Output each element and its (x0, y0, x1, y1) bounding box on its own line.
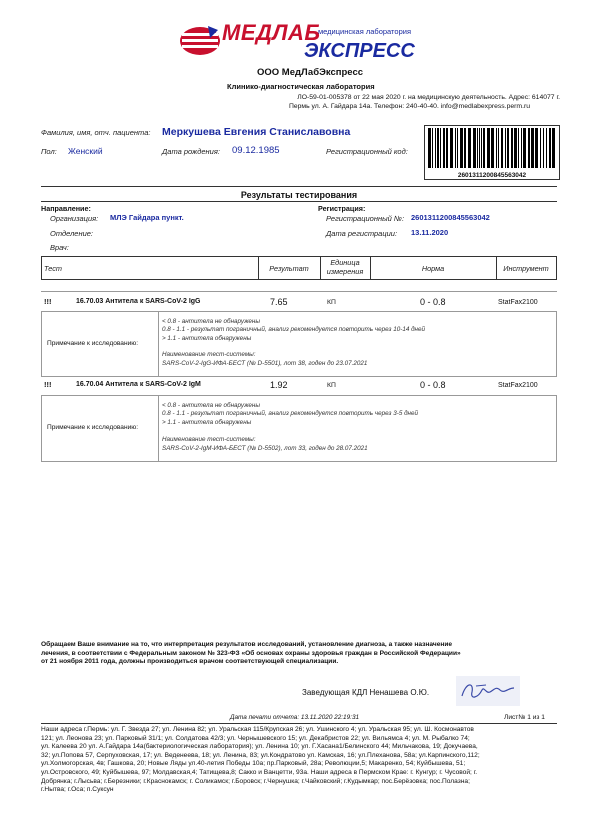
barcode-bar (540, 128, 541, 168)
row1-flag: !!! (44, 297, 52, 306)
row2-instrument: StatFax2100 (498, 382, 538, 389)
barcode-bar (514, 128, 517, 168)
address-line-7: Добрянка; г.Лысьва; г.Березники; г.Краснокамск; г. Соликамск; г.Боровск; г.Чернушка; г.Чайковский; г.Кудымкар; пос.Берёзовка; пос.Полазна; (41, 777, 470, 785)
signature-icon (456, 676, 520, 706)
barcode-bar (498, 128, 499, 168)
barcode-bar (460, 128, 463, 168)
barcode-bar (443, 128, 445, 168)
patient-name-label: Фамилия, имя, отч. пациента: (41, 128, 151, 137)
barcode-bar (457, 128, 458, 168)
dob-label: Дата рождения: (162, 147, 220, 156)
row2-unit: КП (327, 382, 336, 389)
col-unit-2: измерения (326, 267, 364, 276)
barcode-bar (487, 128, 490, 168)
address-line-8: г.Нытва; г.Оса; п.Суксун (41, 786, 114, 794)
org-value: МЛЭ Гайдара пункт. (110, 213, 184, 222)
row2-norm: 0 - 0.8 (420, 380, 446, 390)
doctor-label: Врач: (50, 243, 69, 252)
barcode-bar (552, 128, 555, 168)
row1-note-1: < 0.8 - антитела не обнаружены (162, 318, 261, 325)
row1-unit: КП (327, 299, 336, 306)
row2-note-2: 0.8 - 1.1 - результат пограничный, анализ рекомендуется повторить через 3-5 дней (162, 410, 419, 417)
barcode-bar (543, 128, 544, 168)
row2-note-3: > 1.1 - антитела обнаружены (162, 419, 252, 426)
barcode-bar (446, 128, 448, 168)
barcode-bar (521, 128, 522, 168)
signature-label: Заведующая КДЛ Ненашева О.Ю. (302, 688, 430, 697)
barcode-bar (440, 128, 441, 168)
row2-test-name: 16.70.04 Антитела к SARS-CoV-2 IgM (76, 381, 201, 388)
row2-note-label: Примечание к исследованию: (47, 424, 139, 431)
barcode-bar (435, 128, 436, 168)
reg-code-label: Регистрационный код: (326, 147, 408, 156)
barcode-bar (450, 128, 453, 168)
address-line-1: Наши адреса г.Пермь: ул. Г. Звезда 27; ул. Ленина 82; ул. Уральская 115/Крупская 26; ул. Ушинского 4; ул. Уральская 95; ул. Ш. Космонавтов (41, 726, 474, 733)
barcode-bar (464, 128, 466, 168)
referral-label: Направление: (41, 204, 91, 213)
col-instrument: Инструмент (503, 264, 549, 273)
print-date: Дата печати отчета: 13.11.2020 22:19:31 (230, 714, 360, 721)
barcode-number: 2601311200845563042 (457, 172, 527, 179)
reg-date-label: Дата регистрации: (326, 229, 398, 238)
barcode-bar (428, 128, 431, 168)
results-title: Результаты тестирования (240, 190, 358, 200)
org-type: Клинико-диагностическая лаборатория (227, 82, 375, 91)
col-test: Тест (44, 264, 62, 273)
barcode-bar (528, 128, 530, 168)
barcode-bar (518, 128, 519, 168)
row2-flag: !!! (44, 380, 52, 389)
row2-result: 1.92 (270, 380, 288, 390)
barcode-bar (455, 128, 456, 168)
sheet-number: Лист№ 1 из 1 (504, 714, 545, 721)
registration-label: Регистрация: (318, 204, 366, 213)
row1-note-2: 0.8 - 1.1 - результат пограничный, анализ рекомендуется повторить через 10-14 дней (162, 326, 426, 333)
logo-bottom-text: ЭКСПРЕСС (304, 40, 415, 62)
col-result: Результат (269, 264, 309, 273)
row1-note-5: SARS-CoV-2-IgG-ИФА-БЕСТ (№ D-5501), лот 38, годен до 23.07.2021 (162, 360, 368, 367)
barcode-box (424, 125, 560, 180)
address-line-6: ул.Островского, 49; Куйбышева, 97; Молдавская,4; Татищева,8; Сакко и Ванцетти, 93а. Наши адреса в Пермском Крае: г. Кунгур; г. Чусовой; г. (41, 768, 478, 776)
logo-top-text: МЕДЛАБ (222, 20, 321, 45)
barcode-bar (549, 128, 551, 168)
license-line-1: ЛО-59-01-005378 от 22 мая 2020 г. на медицинскую деятельность. Адрес: 614077 г. (297, 94, 560, 101)
sex-label: Пол: (41, 147, 57, 156)
row2-note-5: SARS-CoV-2-IgM-ИФА-БЕСТ (№ D-5502), лот 33, годен до 28.07.2021 (162, 445, 368, 452)
barcode-bar (432, 128, 433, 168)
col-norm: Норма (421, 264, 445, 273)
barcode-bar (468, 128, 471, 168)
barcode-bar (511, 128, 513, 168)
sex-value: Женский (68, 146, 103, 156)
barcode-bar (477, 128, 478, 168)
barcode-bar (479, 128, 480, 168)
row2-note-4: Наименование тест-системы: (162, 436, 256, 443)
row1-note-4: Наименование тест-системы: (162, 351, 256, 358)
dept-label: Отделение: (50, 229, 94, 238)
barcode-bar (507, 128, 509, 168)
barcode-bar (437, 128, 439, 168)
barcode-bar (535, 128, 538, 168)
barcode-bar (523, 128, 526, 168)
barcode-bar (491, 128, 494, 168)
notice-line-2: лечения, в соответствии с Федеральным законом № 323-ФЗ «Об основах охраны здоровья граждан в Российской Федерации» (41, 649, 461, 657)
logo-tagline: медицинская лаборатория (318, 27, 412, 36)
row1-note-3: > 1.1 - антитела обнаружены (162, 335, 252, 342)
barcode-bar (481, 128, 482, 168)
dob-value: 09.12.1985 (232, 145, 280, 156)
reg-num-value: 2601311200845563042 (411, 213, 490, 222)
address-line-2: 121; ул. Леонова 23; ул. Парковый 31/1; ул. Солдатова 42/3; ул. Чернышевского 15; ул. Декабристов 22; ул. Вильямса 4; ул. М. Рыбалко 74; (41, 734, 470, 742)
address-line-3: ул. Калеева 20 ул. А.Гайдара 14а(бактериологическая лаборатория); ул. Ленина 10; ул. Г.Хасана1/Белинского 44; Мильчакова, 19; Докучаева, (41, 743, 478, 751)
org-name: ООО МедЛабЭкспресс (257, 67, 364, 78)
row1-result: 7.65 (270, 297, 288, 307)
row2-note-1: < 0.8 - антитела не обнаружены (162, 402, 261, 409)
barcode-bar (546, 128, 547, 168)
row1-norm: 0 - 0.8 (420, 297, 446, 307)
license-line-2: Пермь ул. А. Гайдара 14а. Телефон: 240-40-40. info@medlabexpress.perm.ru (288, 103, 530, 110)
org-label: Организация: (50, 214, 99, 223)
row1-instrument: StatFax2100 (498, 299, 538, 306)
address-line-4: 32; ул.Попова 57, Серпуховская, 17; ул. Веденеева, 18; ул. Ленина, 83; ул.Кондратово ул. Камская, 16; ул.Плеханова, 58а; ул.Карпинского,112; (41, 751, 480, 759)
barcode-bar (483, 128, 485, 168)
row1-test-name: 16.70.03 Антитела к SARS-CoV-2 IgG (76, 298, 201, 305)
col-unit-1: Единица (330, 258, 360, 267)
barcode-bar (505, 128, 506, 168)
notice-line-1: Обращаем Ваше внимание на то, что интерпретация результатов исследований, установление диагноза, а также назначение (41, 641, 453, 648)
barcode-bar (496, 128, 497, 168)
reg-date-value: 13.11.2020 (411, 228, 449, 237)
reg-num-label: Регистрационный №: (326, 214, 405, 223)
addresses-block (41, 726, 561, 795)
medlab-logo-icon (178, 24, 224, 58)
barcode-icon (427, 128, 557, 168)
notice-line-3: от 21 ноября 2011 года, должны производиться врачом соответствующей специализации. (41, 658, 339, 666)
barcode-bar (473, 128, 476, 168)
barcode-bar (501, 128, 503, 168)
address-line-5: ул.Холмогорская, 4в; Гашкова, 20; Новые Ляды ул.40-летия Победы 10а; пр.Парковый, 28а; Революции,5; Макаренко, 54; Куйбышева, 51; (41, 760, 466, 768)
row1-note-label: Примечание к исследованию: (47, 340, 139, 347)
patient-name-value: Меркушева Евгения Станиславовна (162, 126, 351, 138)
notice-block (41, 641, 557, 667)
barcode-bar (531, 128, 534, 168)
